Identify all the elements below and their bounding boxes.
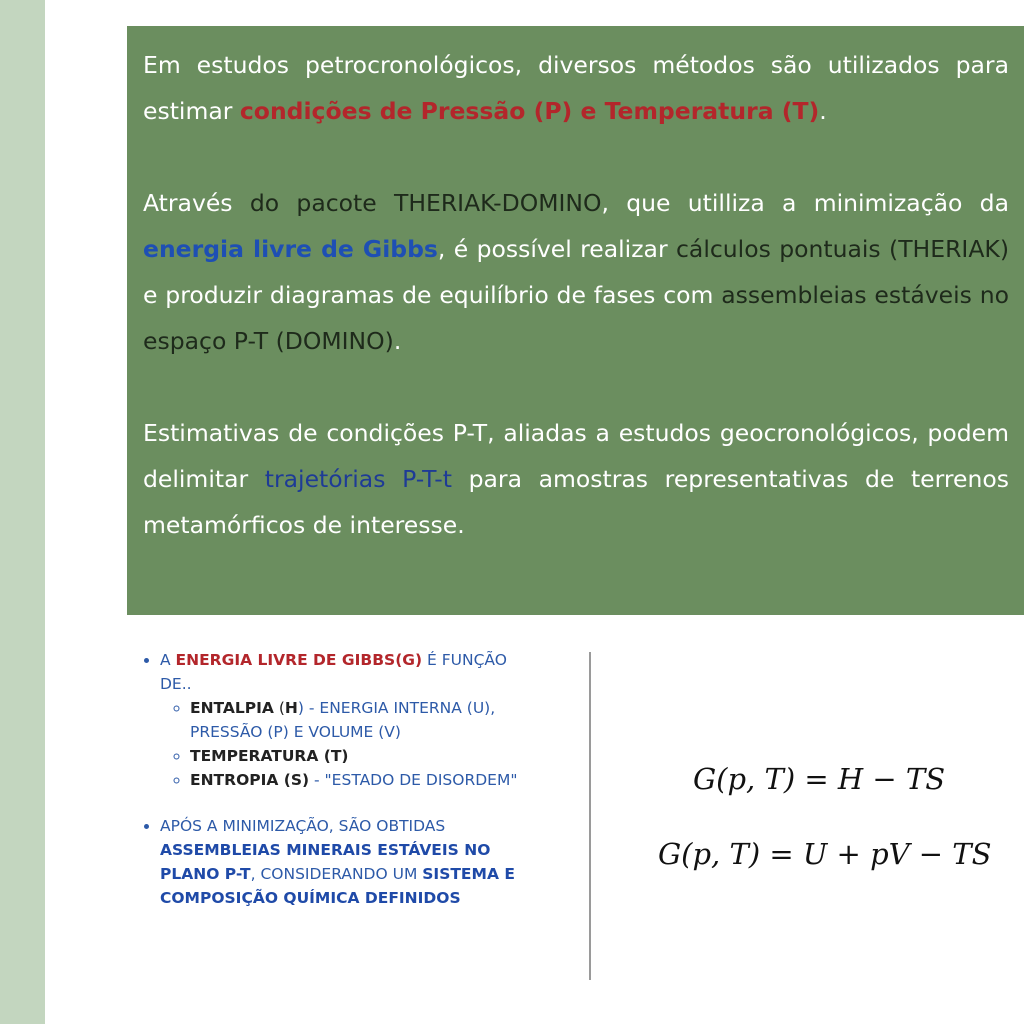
intro-text: , que utilliza a minimização da <box>601 189 1009 217</box>
pt-conditions-highlight: condições de Pressão (P) e Temperatura (T) <box>239 97 820 125</box>
equation-gibbs-enthalpy <box>693 762 945 796</box>
list-item-entalpia <box>190 696 540 744</box>
theriak-highlight: cálculos pontuais (THERIAK) <box>676 235 1009 263</box>
intro-paragraph-2 <box>143 180 1009 364</box>
temperatura-label: TEMPERATURA (T) <box>190 747 349 765</box>
entalpia-label: ENTALPIA <box>190 699 274 717</box>
intro-text: . <box>393 327 402 355</box>
sistema-label: SISTEMA E COMPOSIÇÃO QUÍMICA DEFINIDOS <box>160 865 515 907</box>
list-text: - "ESTADO DE DISORDEM" <box>309 771 518 789</box>
ptt-path-highlight: trajetórias P-T-t <box>264 465 452 493</box>
list-item-minimizacao <box>160 814 540 910</box>
domino-highlight: assembleias estáveis no espaço P-T (DOMINO) <box>143 281 1009 355</box>
list-item-entropia <box>190 768 540 792</box>
intro-text: Estimativas de condições P-T, aliadas a estudos geocronológicos, podem delimitar <box>143 419 1009 493</box>
list-item-temperatura <box>190 744 540 768</box>
equation-lhs: G(p, T) <box>693 762 796 796</box>
side-strip <box>0 0 45 1024</box>
intro-text: Em estudos petrocronológicos, diversos métodos são utilizados para estimar <box>143 51 1009 125</box>
intro-paragraph-1 <box>143 42 1009 134</box>
intro-text: Através <box>143 189 250 217</box>
list-text: A <box>160 651 176 669</box>
equation-gibbs-internal-energy <box>658 837 992 871</box>
intro-panel <box>127 26 1024 615</box>
equation-rhs: U + pV − TS <box>802 837 992 871</box>
vertical-divider <box>589 652 591 980</box>
intro-paragraph-3 <box>143 410 1009 548</box>
intro-text: . <box>819 97 827 125</box>
entropia-label: ENTROPIA (S) <box>190 771 310 789</box>
list-spacer <box>160 792 540 814</box>
equals-sign: = <box>769 837 794 871</box>
equation-rhs: H − TS <box>837 762 946 796</box>
list-text: É FUNÇÃO DE.. <box>160 651 507 693</box>
gibbs-label: ENERGIA LIVRE DE GIBBS(G) <box>175 651 423 669</box>
entalpia-symbol: H <box>284 699 298 717</box>
bullet-list <box>140 648 540 910</box>
intro-text: , é possível realizar <box>437 235 676 263</box>
assembleias-label: ASSEMBLEIAS MINERAIS ESTÁVEIS NO PLANO P-T <box>160 841 491 883</box>
gibbs-energy-highlight: energia livre de Gibbs <box>143 235 438 263</box>
theriak-domino-highlight: do pacote THERIAK-DOMINO <box>249 189 602 217</box>
equals-sign: = <box>804 762 829 796</box>
list-text: ( <box>273 699 285 717</box>
intro-text: e produzir diagramas de equilíbrio de fases com <box>143 281 722 309</box>
equation-lhs: G(p, T) <box>658 837 761 871</box>
intro-text: para amostras representativas de terrenos metamórficos de interesse. <box>143 465 1009 539</box>
list-text: APÓS A MINIMIZAÇÃO, SÃO OBTIDAS <box>160 817 446 835</box>
list-text: , CONSIDERANDO UM <box>250 865 423 883</box>
list-item-gibbs <box>160 648 540 792</box>
list-text: ) - ENERGIA INTERNA (U), PRESSÃO (P) E VOLUME (V) <box>190 699 496 741</box>
